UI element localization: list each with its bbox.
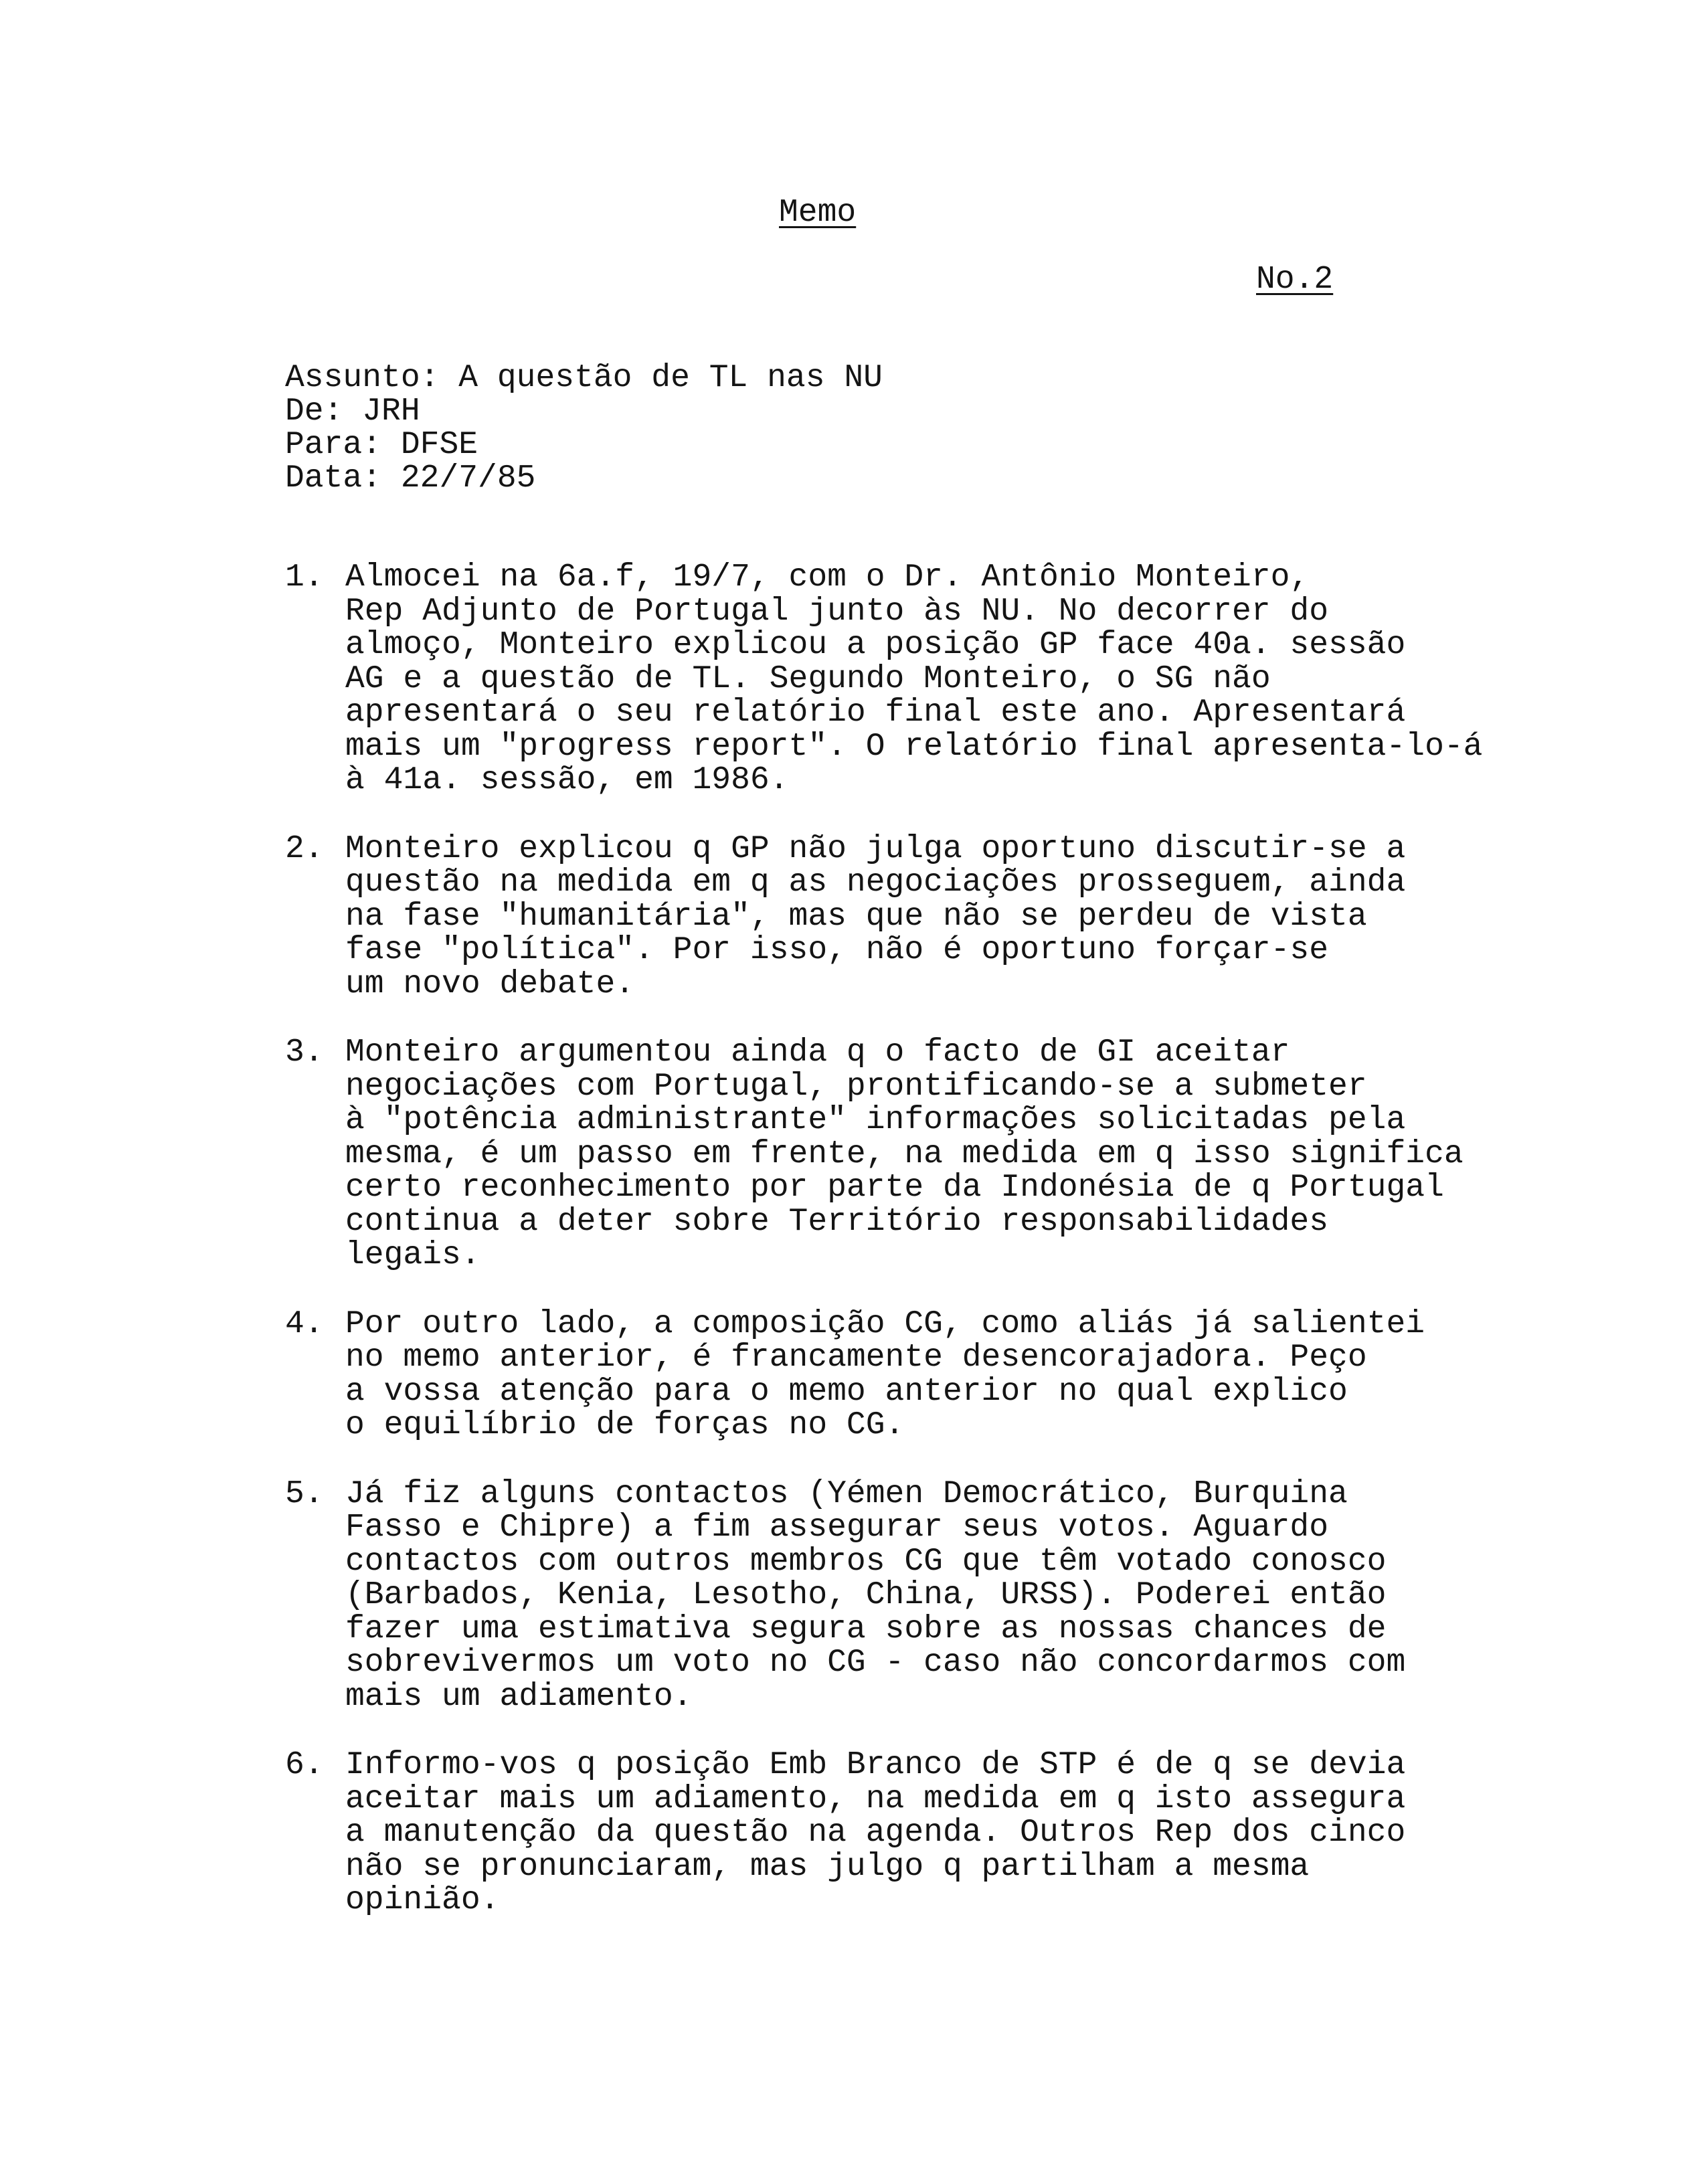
paragraph-line: questão na medida em q as negociações prosseguem, ainda: [345, 864, 1406, 901]
paragraph-line: fazer uma estimativa segura sobre as nossas chances de: [345, 1611, 1387, 1647]
paragraph-line: sobrevivermos um voto no CG - caso não concordarmos com: [345, 1645, 1406, 1681]
memo-title: Memo: [779, 195, 857, 231]
paragraph-text: [345, 1477, 1405, 1714]
header-to: Para: DFSE: [285, 427, 478, 463]
paragraph-line: Rep Adjunto de Portugal junto às NU. No decorrer do: [345, 593, 1329, 630]
paragraph-2: [285, 832, 1557, 1002]
paragraph-5: [285, 1477, 1557, 1714]
paragraph-number: 5.: [285, 1475, 324, 1512]
paragraph-line: opinião.: [345, 1882, 500, 1918]
header-date: Data: 22/7/85: [285, 460, 536, 496]
paragraph-line: mais um "progress report". O relatório final apresenta-lo-á: [345, 728, 1483, 765]
header-subject: Assunto: A questão de TL nas NU: [285, 360, 883, 396]
paragraph-line: apresentará o seu relatório final este ano. Apresentará: [345, 695, 1406, 731]
memo-number: No.2: [1256, 262, 1334, 298]
paragraph-line: na fase "humanitária", mas que não se perdeu de vista: [345, 898, 1367, 935]
paragraph-text: [345, 1307, 1425, 1443]
paragraph-line: almoço, Monteiro explicou a posição GP face 40a. sessão: [345, 627, 1406, 663]
paragraph-line: Por outro lado, a composição CG, como aliás já salientei: [345, 1305, 1425, 1342]
paragraph-line: Fasso e Chipre) a fim assegurar seus votos. Aguardo: [345, 1510, 1329, 1546]
paragraph-line: contactos com outros membros CG que têm votado conosco: [345, 1543, 1387, 1580]
memo-body: [285, 561, 1557, 1918]
paragraph-line: o equilíbrio de forças no CG.: [345, 1407, 905, 1443]
paragraph-number: 1.: [285, 559, 324, 596]
paragraph-line: Já fiz alguns contactos (Yémen Democrático, Burquina: [345, 1475, 1348, 1512]
paragraph-line: à "potência administrante" informações solicitadas pela: [345, 1102, 1406, 1138]
paragraph-line: à 41a. sessão, em 1986.: [345, 762, 789, 798]
paragraph-text: [345, 1036, 1464, 1273]
paragraph-line: no memo anterior, é francamente desencorajadora. Peço: [345, 1340, 1367, 1376]
paragraph-number: 3.: [285, 1034, 324, 1071]
paragraph-line: certo reconhecimento por parte da Indonésia de q Portugal: [345, 1170, 1444, 1206]
paragraph-line: Almocei na 6a.f, 19/7, com o Dr. Antônio Monteiro,: [345, 559, 1310, 596]
paragraph-number: 6.: [285, 1747, 324, 1783]
paragraph-line: Monteiro argumentou ainda q o facto de GI aceitar: [345, 1034, 1290, 1071]
paragraph-line: Monteiro explicou q GP não julga oportuno discutir-se a: [345, 830, 1406, 867]
paragraph-line: a manutenção da questão na agenda. Outros Rep dos cinco: [345, 1815, 1406, 1851]
paragraph-text: [345, 1748, 1405, 1918]
paragraph-line: (Barbados, Kenia, Lesotho, China, URSS). Poderei então: [345, 1577, 1387, 1613]
paragraph-line: um novo debate.: [345, 966, 635, 1002]
paragraph-line: negociações com Portugal, prontificando-se a submeter: [345, 1068, 1367, 1105]
paragraph-3: [285, 1036, 1557, 1273]
paragraph-4: [285, 1307, 1557, 1443]
paragraph-line: continua a deter sobre Território responsabilidades: [345, 1203, 1329, 1240]
paragraph-line: fase "política". Por isso, não é oportuno forçar-se: [345, 932, 1329, 968]
paragraph-text: [345, 561, 1482, 798]
memo-header: [285, 361, 883, 495]
paragraph-6: [285, 1748, 1557, 1918]
paragraph-line: não se pronunciaram, mas julgo q partilham a mesma: [345, 1848, 1310, 1885]
paragraph-line: mais um adiamento.: [345, 1678, 693, 1715]
paragraph-text: [345, 832, 1405, 1002]
paragraph-line: a vossa atenção para o memo anterior no qual explico: [345, 1373, 1348, 1410]
header-from: De: JRH: [285, 393, 420, 430]
paragraph-line: aceitar mais um adiamento, na medida em q isto assegura: [345, 1781, 1406, 1817]
paragraph-line: mesma, é um passo em frente, na medida em q isso significa: [345, 1135, 1464, 1172]
paragraph-number: 2.: [285, 830, 324, 867]
paragraph-line: legais.: [345, 1237, 480, 1273]
paragraph-number: 4.: [285, 1305, 324, 1342]
paragraph-line: Informo-vos q posição Emb Branco de STP é de q se devia: [345, 1747, 1406, 1783]
paragraph-line: AG e a questão de TL. Segundo Monteiro, o SG não: [345, 660, 1271, 697]
paragraph-1: [285, 561, 1557, 798]
